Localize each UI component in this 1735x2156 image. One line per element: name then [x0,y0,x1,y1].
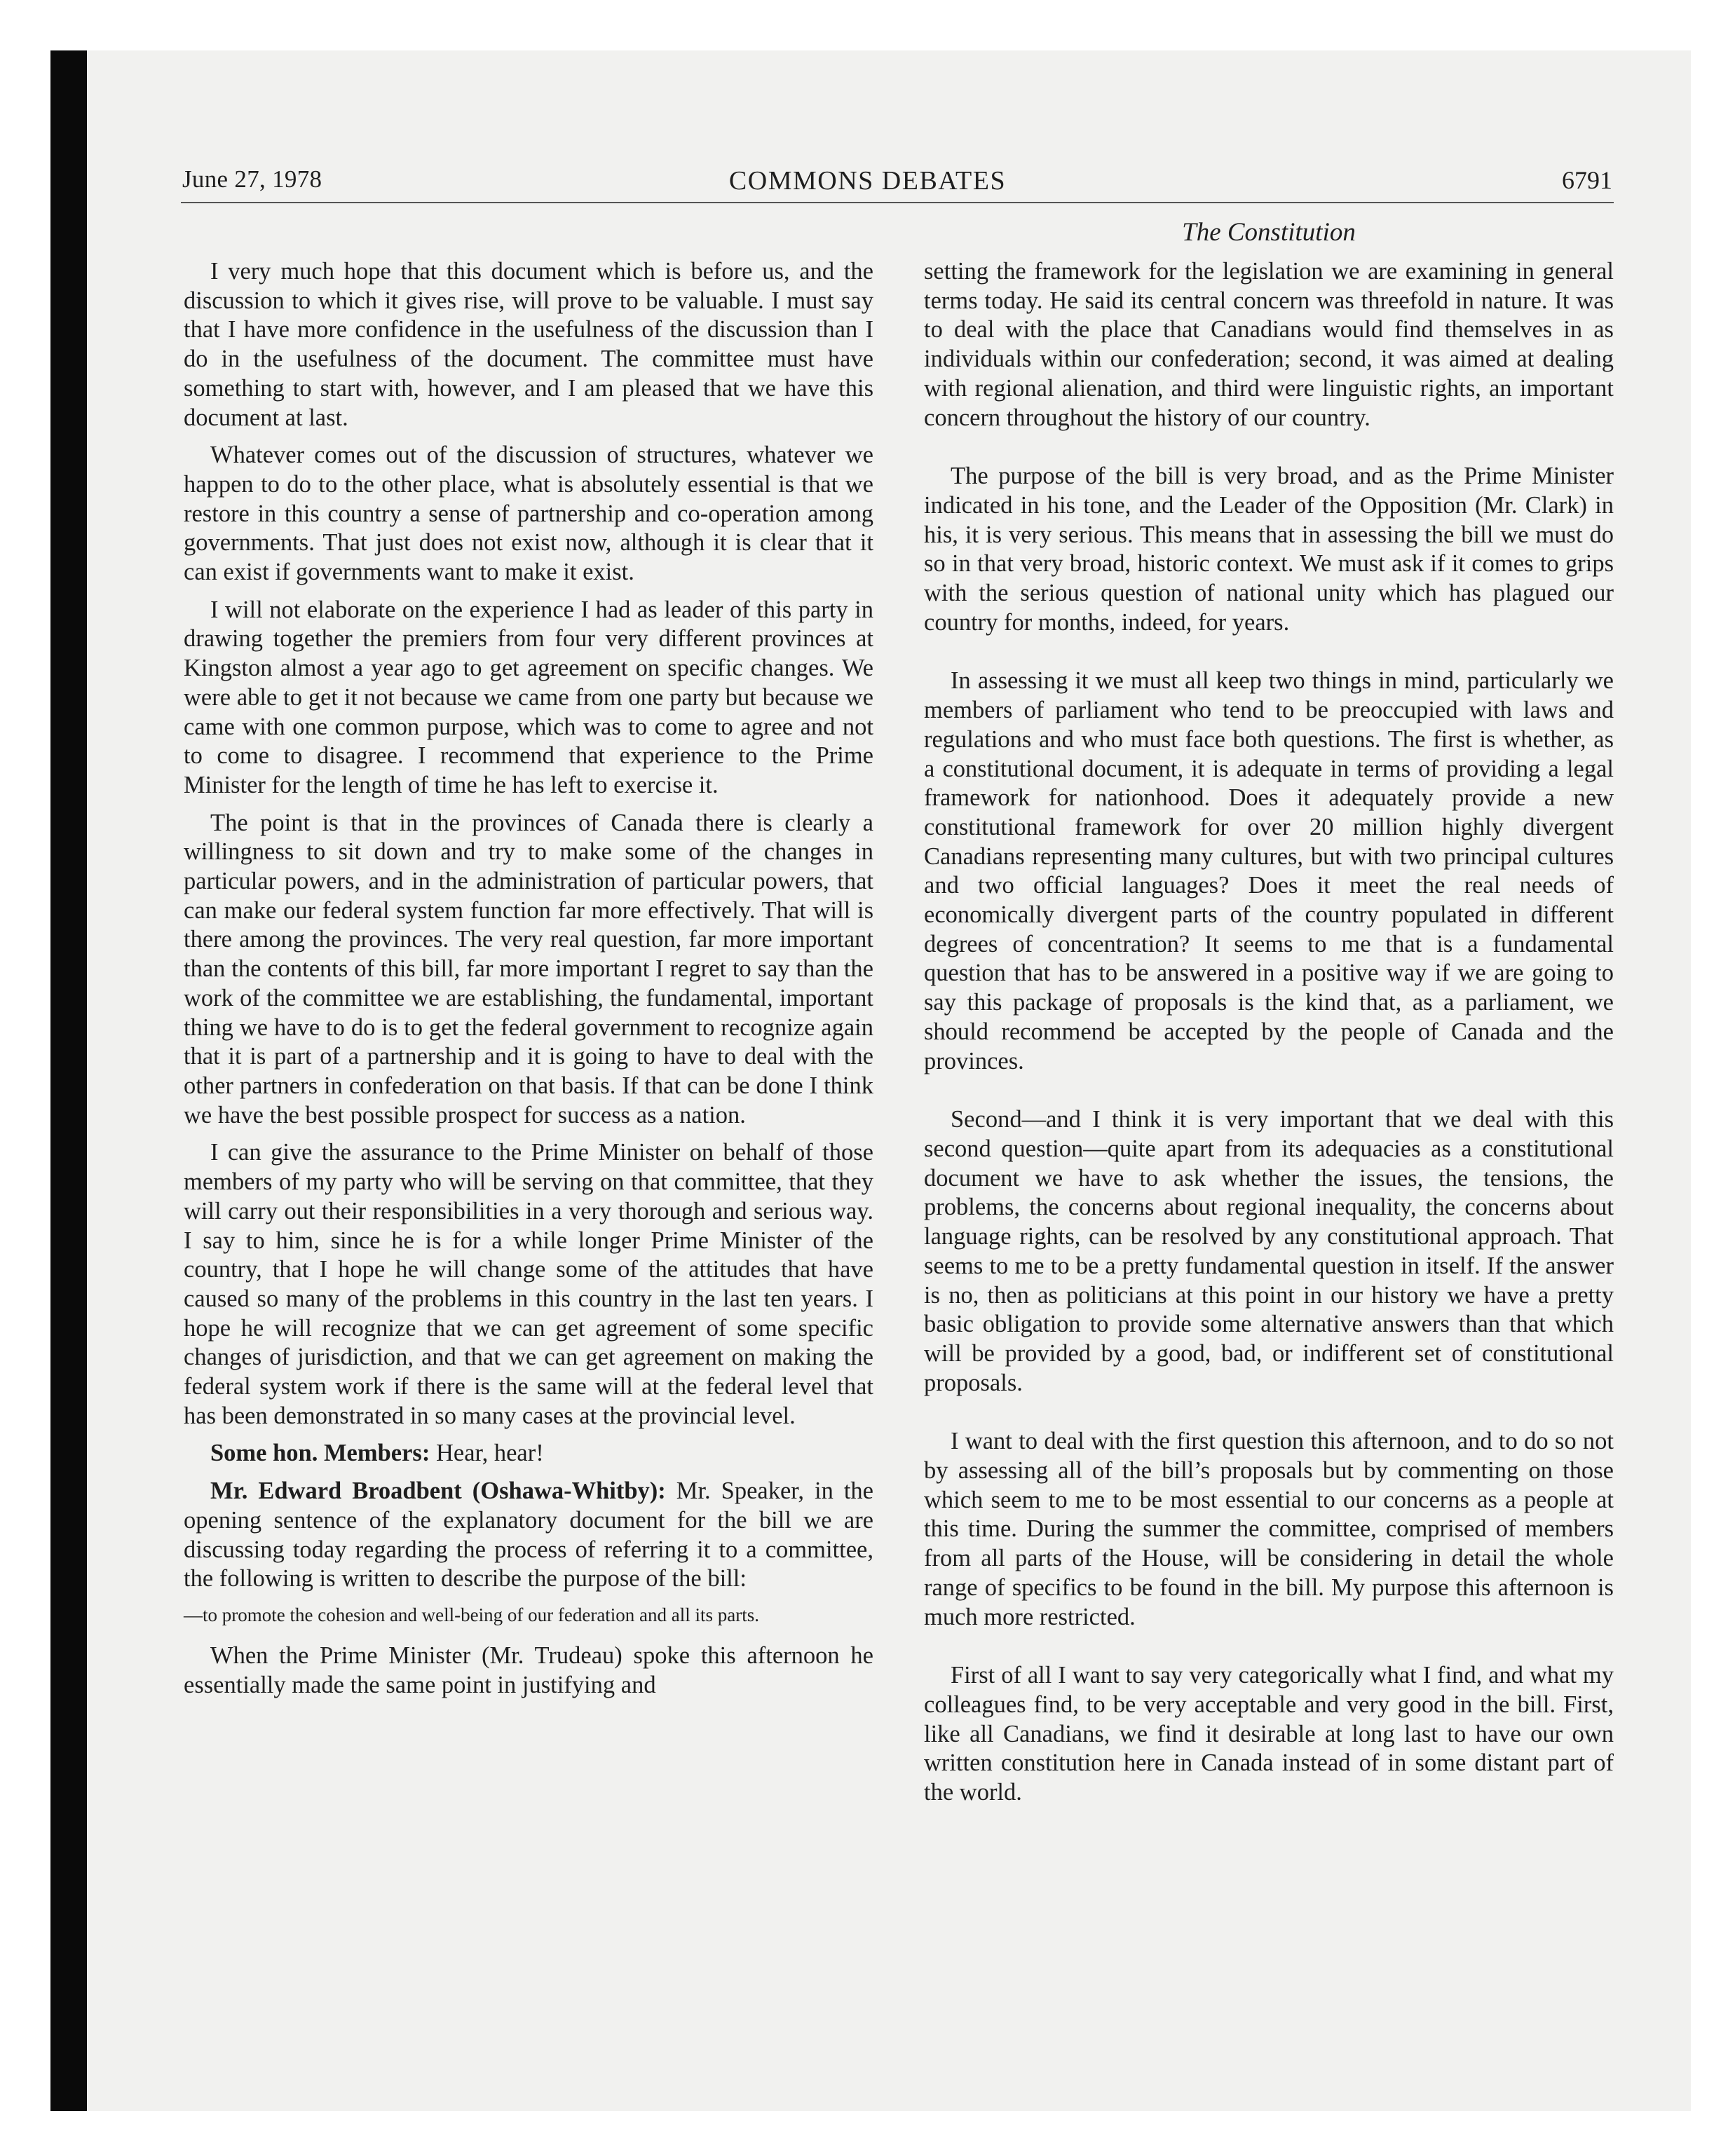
paragraph: When the Prime Minister (Mr. Trudeau) spoke this afternoon he essentially made the same point in justifying and [184,1642,873,1698]
left-column [184,257,873,1708]
paragraph: I will not elaborate on the experience I had as leader of this party in drawing together the premiers from four very different provinces at Kingston almost a year ago to get agreement on specific changes. We were able to get it not because we came from one party but because we came with one common purpose, which was to come to agree and not to come to disagree. I recommend that experience to the Prime Minister for the length of time he has left to exercise it. [184,596,873,798]
header-rule [181,202,1614,203]
paragraph: The purpose of the bill is very broad, and as the Prime Minister indicated in his tone, and the Leader of the Opposition (Mr. Clark) in his, it is very serious. This means that in assessing the bill we must do so in that very broad, historic context. We must ask if it comes to grips with the serious question of national unity which has plagued our country for months, indeed, for years. [924,463,1614,636]
paragraph: I very much hope that this document which is before us, and the discussion to which it gives rise, will prove to be valuable. I must say that I have more confidence in the usefulness of the discussion than I do in the usefulness of the document. The committee must have something to start with, however, and I am pleased that we have this document at last. [184,258,873,431]
paragraph: The point is that in the provinces of Canada there is clearly a willingness to sit down and try to make some of the changes in particular powers, and in the administration of particular powers, that can make our federal system function far more effectively. That will is there among the provinces. The very real question, far more important than the contents of this bill, far more important I regret to say than the work of the committee we are establishing, the fundamental, important thing we have to do is to get the federal government to recognize again that it is part of a partnership and it is going to have to deal with the other partners in confederation on that basis. If that can be done I think we have the best possible prospect for success as a nation. [184,809,873,1128]
header-date: June 27, 1978 [182,165,322,193]
block-quote: —to promote the cohesion and well-being of our federation and all its parts. [184,1604,760,1625]
binding-edge [50,50,87,2111]
speaker-name: Some hon. Members: [210,1440,430,1467]
speech-text: Mr. Speaker, in the opening sentence of the explanatory document for the bill we are discussing today regarding the process of referring it to a committee, the following is written to describe the purpose of the bill: [184,1478,873,1592]
page-number: 6791 [1562,166,1612,194]
paragraph: In assessing it we must all keep two things in mind, particularly we members of parliament who tend to be preoccupied with laws and regulations and who must face both questions. The first is whether, as a constitutional document, it is adequate in terms of providing a legal framework for nationhood. Does it adequately provide a new constitutional framework for over 20 million highly divergent Canadians representing many cultures, but with two principal cultures and two official languages? Does it meet the real needs of economically divergent parts of the country populated in different degrees of concentration? It seems to me that is a fundamental question that has to be answered in a positive way if we are going to say this package of proposals is the kind that, as a parliament, we should recommend be accepted by the people of Canada and the provinces. [924,667,1614,1074]
paragraph: I want to deal with the first question this afternoon, and to do so not by assessing all of the bill’s proposals but by commenting on those which seem to me to be most essential to our concerns as a people at this time. During the summer the committee, comprised of members from all parts of the House, will be considering in detail the whole range of specifics to be found in the bill. My purpose this afternoon is much more restricted. [924,1428,1614,1630]
speech-paragraph [184,1477,873,1594]
paragraph: Second—and I think it is very important that we deal with this second question—quite apart from its adequacies as a constitutional document we have to ask whether the issues, the tensions, the problems, the concerns about regional inequality, the concerns about language rights, can be resolved by any constitutional approach. That seems to me to be a pretty fundamental question in itself. If the answer is no, then as politicians at this point in our history we have a pretty basic obligation to provide some alternative answers than that which will be provided by a good, bad, or indifferent set of constitutional proposals. [924,1106,1614,1396]
right-column [924,257,1614,1837]
paragraph-continued: setting the framework for the legislation we are examining in general terms today. He said its central concern was threefold in nature. It was to deal with the place that Canadians would find themselves in as individuals within our confederation; second, it was aimed at dealing with regional alienation, and third were linguistic rights, an important concern throughout the history of our country. [924,258,1614,431]
section-title: The Constitution [1182,218,1356,247]
paragraph: Whatever comes out of the discussion of structures, whatever we happen to do to the other place, what is absolutely essential is that we restore in this country a sense of partnership and co-operation among governments. That just does not exist now, although it is clear that it can exist if governments want to make it exist. [184,442,873,586]
header-title: COMMONS DEBATES [728,166,1007,196]
interjection [184,1439,873,1468]
paragraph: First of all I want to say very categorically what I find, and what my colleagues find, to be very acceptable and very good in the bill. First, like all Canadians, we find it desirable at long last to have our own written constitution here in Canada instead of in some distant part of the world. [924,1662,1614,1806]
speech-text: Hear, hear! [430,1440,544,1467]
paragraph: I can give the assurance to the Prime Minister on behalf of those members of my party who will be serving on that committee, that they will carry out their responsibilities in a very thorough and serious way. I say to him, since he is for a while longer Prime Minister of the country, that I hope he will change some of the attitudes that have caused so many of the problems in this country in the last ten years. I hope he will recognize that we can get agreement of some specific changes of jurisdiction, and that we can get agreement on making the federal system work if there is the same will at the federal level that has been demonstrated in so many cases at the provincial level. [184,1139,873,1429]
speaker-name: Mr. Edward Broadbent (Oshawa-Whitby): [210,1478,666,1505]
